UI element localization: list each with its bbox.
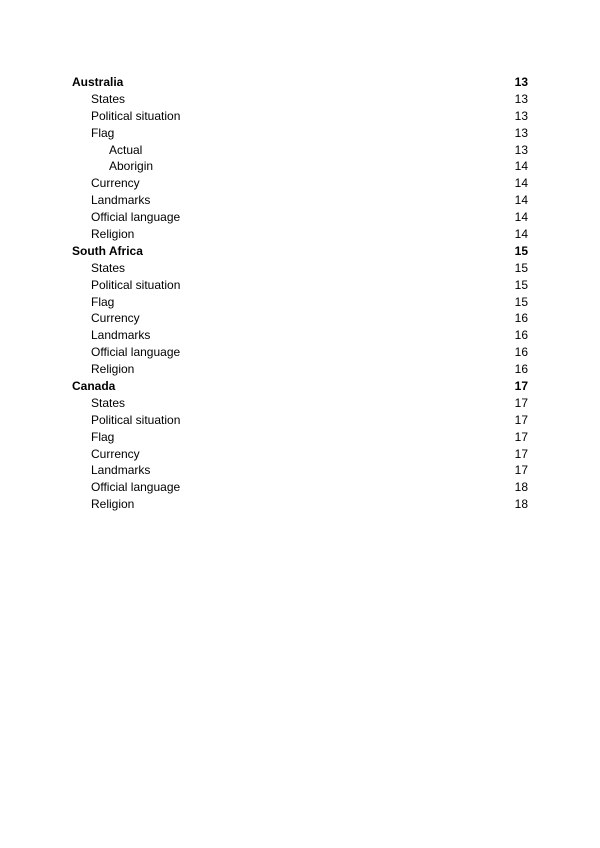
toc-entry[interactable] [72, 479, 528, 496]
toc-entry[interactable] [72, 412, 528, 429]
toc-entry-text: States [91, 91, 126, 106]
toc-page-number: 17 [514, 379, 528, 394]
toc-page-number: 17 [514, 395, 528, 410]
toc-entry[interactable] [72, 294, 528, 311]
toc-entry[interactable] [72, 327, 528, 344]
toc-entry-text: Flag [91, 429, 115, 444]
toc-page-number: 18 [514, 480, 528, 495]
toc-page-number: 17 [514, 412, 528, 427]
toc-entry-text: Landmarks [91, 193, 151, 208]
toc-heading-canada[interactable] [72, 378, 528, 395]
toc-entry[interactable] [72, 125, 528, 142]
toc-entry-text: Currency [91, 446, 140, 461]
toc-entry-text: Official language [91, 345, 181, 360]
toc-entry[interactable] [72, 310, 528, 327]
toc-page-number: 14 [514, 176, 528, 191]
toc-entry-text: Currency [91, 176, 140, 191]
toc-page-number: 16 [514, 311, 528, 326]
toc-entry-text: Religion [91, 227, 135, 242]
table-of-contents [72, 74, 528, 513]
toc-subentry[interactable] [72, 158, 528, 175]
toc-page-number: 14 [514, 227, 528, 242]
toc-page-number: 17 [514, 463, 528, 478]
toc-entry[interactable] [72, 226, 528, 243]
toc-entry[interactable] [72, 361, 528, 378]
toc-entry-text: Landmarks [91, 463, 151, 478]
toc-entry[interactable] [72, 344, 528, 361]
toc-entry[interactable] [72, 108, 528, 125]
toc-page-number: 15 [514, 260, 528, 275]
toc-entry-text: Currency [91, 311, 140, 326]
toc-page-number: 17 [514, 429, 528, 444]
toc-page-number: 14 [514, 193, 528, 208]
toc-entry-text: Actual [109, 142, 143, 157]
toc-entry-text: Flag [91, 294, 115, 309]
toc-entry-text: States [91, 260, 126, 275]
toc-page-number: 15 [514, 294, 528, 309]
toc-entry[interactable] [72, 462, 528, 479]
toc-entry-text: Official language [91, 480, 181, 495]
toc-page-number: 14 [514, 210, 528, 225]
toc-heading-south-africa[interactable] [72, 243, 528, 260]
toc-entry[interactable] [72, 260, 528, 277]
toc-entry[interactable] [72, 91, 528, 108]
toc-entry-text: Flag [91, 125, 115, 140]
toc-page-number: 16 [514, 328, 528, 343]
toc-page-number: 18 [514, 497, 528, 512]
toc-subentry[interactable] [72, 142, 528, 159]
toc-entry-text: Political situation [91, 277, 181, 292]
toc-entry[interactable] [72, 209, 528, 226]
toc-entry-text: Australia [72, 75, 124, 89]
toc-page-number: 13 [514, 91, 528, 106]
toc-entry-text: Canada [72, 379, 116, 394]
toc-entry[interactable] [72, 446, 528, 463]
toc-entry[interactable] [72, 277, 528, 294]
toc-entry-text: States [91, 395, 126, 410]
toc-entry[interactable] [72, 429, 528, 446]
toc-page-number: 15 [514, 243, 528, 258]
toc-page-number: 13 [514, 125, 528, 140]
toc-page-number: 13 [514, 75, 528, 89]
toc-entry[interactable] [72, 175, 528, 192]
toc-page-number: 13 [514, 108, 528, 123]
toc-page-number: 14 [514, 159, 528, 174]
toc-entry[interactable] [72, 192, 528, 209]
toc-entry[interactable] [72, 496, 528, 513]
toc-entry[interactable] [72, 395, 528, 412]
toc-entry-text: Official language [91, 210, 181, 225]
toc-entry-text: Religion [91, 497, 135, 512]
toc-page-number: 15 [514, 277, 528, 292]
toc-entry-text: Political situation [91, 412, 181, 427]
toc-entry-text: Political situation [91, 108, 181, 123]
toc-page-number: 17 [514, 446, 528, 461]
toc-page-number: 16 [514, 345, 528, 360]
toc-page-number: 13 [514, 142, 528, 157]
toc-entry-text: Religion [91, 362, 135, 377]
toc-entry-text: Landmarks [91, 328, 151, 343]
toc-entry-text: South Africa [72, 243, 143, 258]
toc-entry-text: Aborigin [109, 159, 154, 174]
toc-page-number: 16 [514, 362, 528, 377]
toc-heading-australia[interactable] [72, 74, 528, 91]
